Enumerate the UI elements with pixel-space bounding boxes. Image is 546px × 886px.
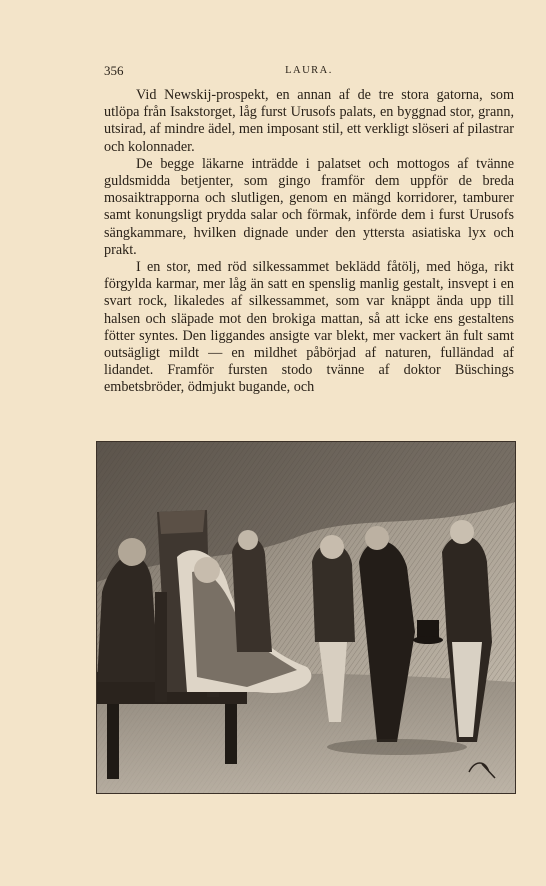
engraving-illustration	[96, 441, 516, 794]
engraving-svg	[97, 442, 515, 793]
paragraph-1: Vid Newskij-prospekt, en annan af de tre stora gatorna, som utlöpa från Isakstorget, låg furst Urusofs palats, en byggnad stor, grann, utsirad, af mindre ädel, men imposant stil, ett verkligt slöseri af pilastrar och kolonnader.	[104, 87, 514, 155]
body-text	[104, 87, 514, 397]
page-number: 356	[104, 63, 124, 78]
page-header	[104, 63, 514, 79]
running-title: LAURA.	[285, 65, 333, 76]
paragraph-2: De begge läkarne inträdde i palatset och mottogos af tvänne guldsmidda betjenter, som gingo framför dem uppför de breda mosaiktrapporna och slutligen, genom en mängd korridorer, tamburer samt konungsligt prydda salar och förmak, införde dem i furst Urusofs sängkammare, hvilken dignade under den yttersta asiatiska lyx och prakt.	[104, 155, 514, 258]
paragraph-3: I en stor, med röd silkessammet beklädd fåtölj, med höga, rikt förgylda karmar, mer låg än satt en spenslig manlig gestalt, insvept i en svart rock, likaledes af silkessammet, som var knäppt ända upp till halsen och släpade mot den brokiga mattan, så att icke ens gestaltens fötter syntes. Den liggandes ansigte var blekt, mer vackert än fult samt outsägligt mildt — en mildhet påbörjad af naturen, fulländad af lidandet. Framför fursten stodo tvänne af doktor Büschings embetsbröder, ödmjukt bugande, och	[104, 259, 514, 396]
